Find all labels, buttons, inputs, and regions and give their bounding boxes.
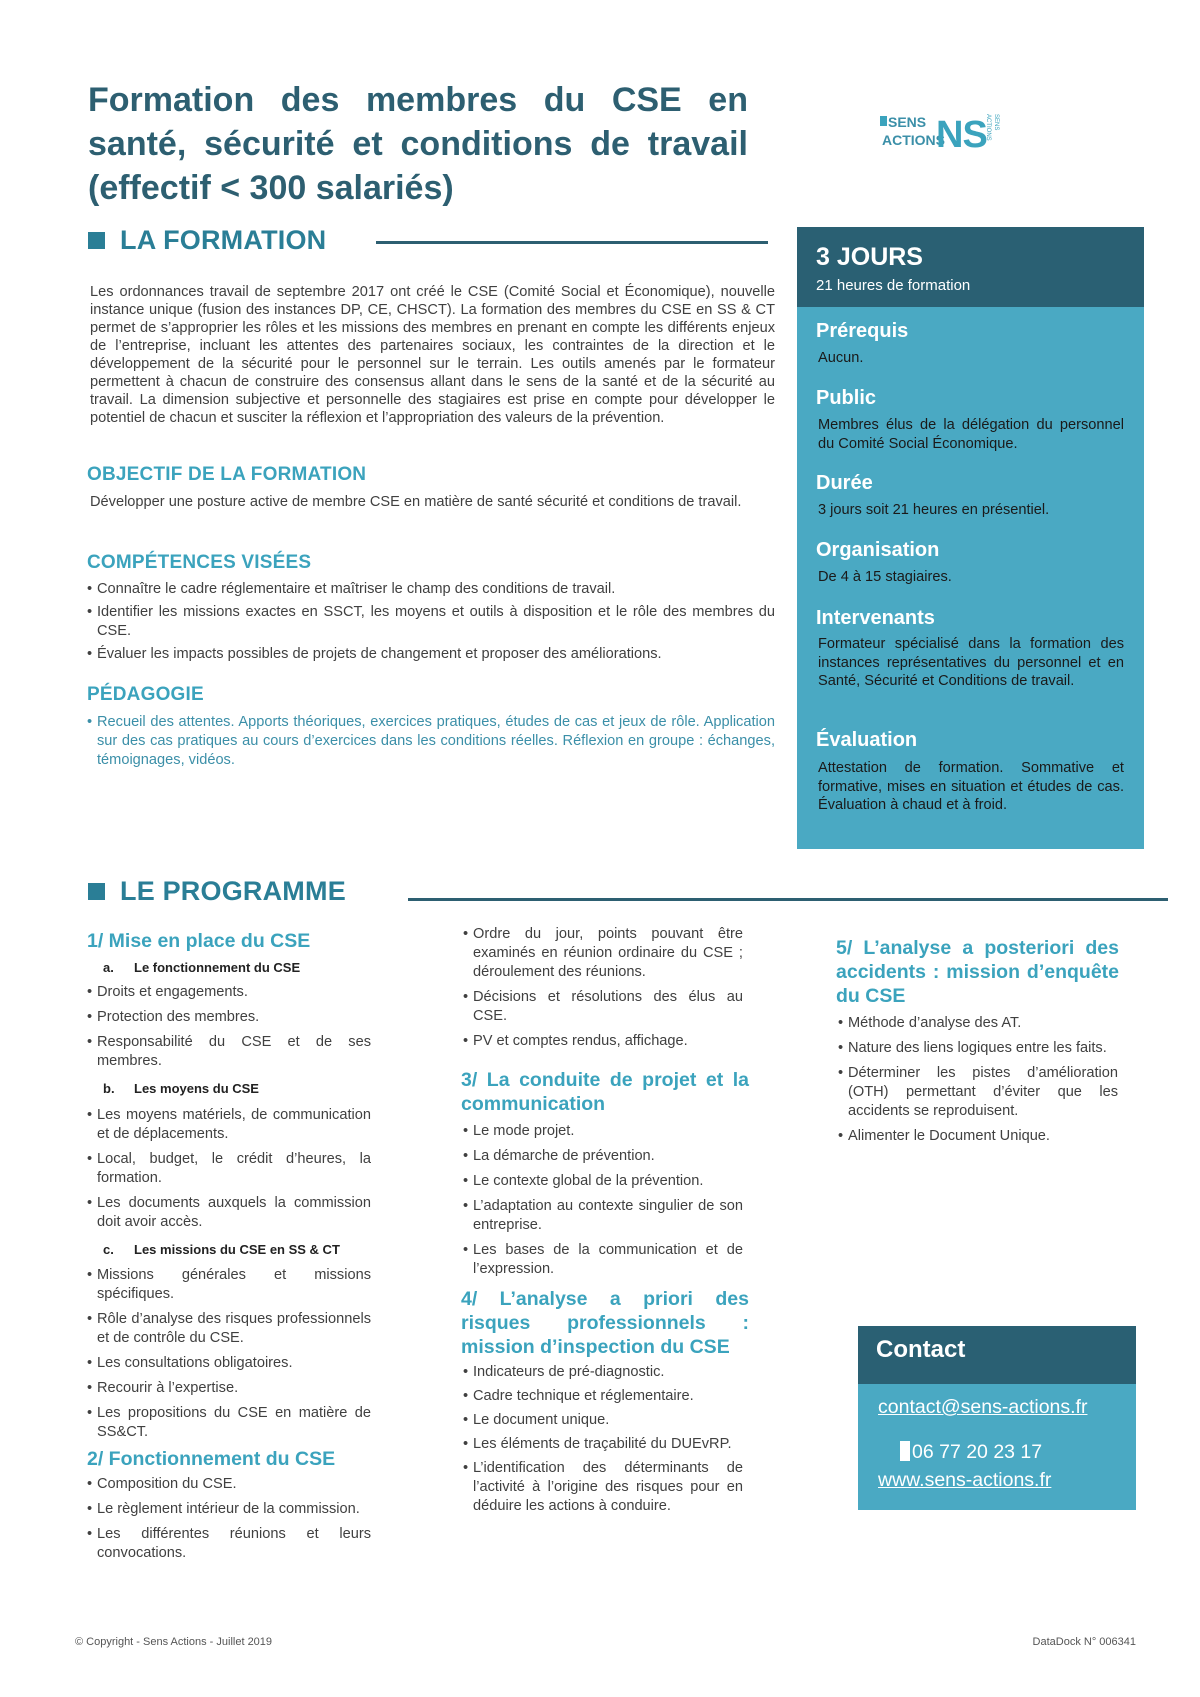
s1a-title: Le fonctionnement du CSE	[134, 960, 301, 975]
programme-s2-title: 2/ Fonctionnement du CSE	[87, 1448, 336, 1470]
organisation-text: De 4 à 15 stagiaires.	[818, 569, 952, 585]
section-rule	[376, 241, 768, 244]
contact-website-link[interactable]: www.sens-actions.fr	[878, 1469, 1052, 1491]
list-item: • L’identification des déterminants de l’activité à l’origine des risques pour en déduire les actions à conduire.	[463, 1459, 743, 1516]
info-sidebar	[797, 227, 1144, 849]
section-square-icon	[88, 883, 105, 900]
section-title-formation: LA FORMATION	[120, 225, 327, 255]
section-formation	[88, 225, 326, 256]
objectif-heading: OBJECTIF DE LA FORMATION	[87, 464, 367, 485]
section-square-icon	[88, 232, 105, 249]
footer-datadock: DataDock N° 006341	[1032, 1636, 1136, 1648]
s5-list	[838, 1014, 1118, 1146]
s1a-letter: a.	[103, 960, 114, 975]
s2-list	[87, 1475, 371, 1563]
s3-list	[463, 1122, 743, 1279]
section-title-programme: LE PROGRAMME	[120, 876, 346, 906]
s1c-title: Les missions du CSE en SS & CT	[134, 1242, 340, 1257]
formation-intro: Les ordonnances travail de septembre 2017 ont créé le CSE (Comité Social et Économique), nouvelle instance unique (fusion des instances DP, CE, CHSCT). La formation des membres du CSE en SS & CT permet de s’approprier les rôles et les missions des membres en prenant en compte les différents enjeux de l’entreprise, incluant les attentes des partenaires sociaux, les contraintes de la direction et le développement de la sécurité pour le personnel sur le terrain. Les outils amenés par le formateur permettent à chacun de construire des consensus allant dans le sens de la santé et de la sécurité au travail. La dimension subjective et personnelle des stagiaires est prise en compte pour développer le potentiel de chacun et susciter la réflexion et l’appropriation des valeurs de la prévention.	[90, 284, 775, 426]
page-title: Formation des membres du CSE en santé, sécurité et conditions de travail (effectif < 300 salariés)	[88, 81, 748, 207]
list-item: • Les éléments de traçabilité du DUEvRP.	[463, 1435, 743, 1454]
list-item: • Le règlement intérieur de la commission.	[87, 1500, 371, 1519]
contact-header	[858, 1326, 1136, 1384]
list-item: • Les moyens matériels, de communication et de déplacements.	[87, 1106, 371, 1144]
public-text: Membres élus de la délégation du personnel du Comité Social Économique.	[818, 417, 1124, 452]
objectif-text: Développer une posture active de membre CSE en matière de santé sécurité et conditions de travail.	[90, 494, 742, 510]
programme-s4-title: 4/ L’analyse a priori des risques professionnels : mission d’inspection du CSE	[461, 1288, 749, 1358]
list-item: • Local, budget, le crédit d’heures, la formation.	[87, 1150, 371, 1188]
programme-s5-title: 5/ L’analyse a posteriori des accidents : mission d’enquête du CSE	[836, 937, 1119, 1007]
list-item: • Ordre du jour, points pouvant être examinés en réunion ordinaire du CSE ; déroulement des réunions.	[463, 925, 743, 982]
list-item: • Recourir à l’expertise.	[87, 1379, 371, 1398]
public-label: Public	[816, 387, 877, 409]
list-item: • Cadre technique et réglementaire.	[463, 1387, 743, 1406]
s1c-list	[87, 1266, 371, 1442]
logo-line1: SENS	[888, 114, 927, 130]
list-item: • Nature des liens logiques entre les faits.	[838, 1039, 1118, 1058]
s1b-heading	[103, 1081, 259, 1096]
contact-email-link[interactable]: contact@sens-actions.fr	[878, 1396, 1088, 1418]
competences-list	[87, 580, 775, 664]
evaluation-label: Évaluation	[816, 729, 918, 751]
programme-s1-title: 1/ Mise en place du CSE	[87, 930, 311, 952]
section-programme	[88, 876, 346, 907]
s1b-list	[87, 1106, 371, 1232]
prerequis-text: Aucun.	[818, 350, 864, 366]
list-item: • Les bases de la communication et de l’expression.	[463, 1241, 743, 1279]
section-rule	[408, 898, 1168, 901]
list-item: • Rôle d’analyse des risques professionnels et de contrôle du CSE.	[87, 1310, 371, 1348]
contact-phone	[878, 1441, 1042, 1464]
logo-big: NS	[936, 114, 987, 156]
prerequis-label: Prérequis	[816, 320, 909, 342]
sidebar-duration-box	[797, 227, 1144, 307]
list-item: • Les consultations obligatoires.	[87, 1354, 371, 1373]
list-item: • L’adaptation au contexte singulier de son entreprise.	[463, 1197, 743, 1235]
logo	[880, 112, 1010, 158]
intervenants-label: Intervenants	[816, 607, 935, 629]
list-item: • Composition du CSE.	[87, 1475, 371, 1494]
sidebar-days: 3 JOURS	[816, 243, 923, 271]
phone-icon	[900, 1441, 910, 1461]
pedagogie-heading: PÉDAGOGIE	[87, 684, 204, 705]
list-item: • Responsabilité du CSE et de ses membres.	[87, 1033, 371, 1071]
list-item: • La démarche de prévention.	[463, 1147, 743, 1166]
list-item: • Protection des membres.	[87, 1008, 371, 1027]
footer-copyright: © Copyright - Sens Actions - Juillet 2019	[75, 1636, 273, 1648]
s1a-heading	[103, 960, 300, 975]
list-item: • Alimenter le Document Unique.	[838, 1127, 1118, 1146]
s1b-title: Les moyens du CSE	[134, 1081, 259, 1096]
list-item: • Droits et engagements.	[87, 983, 371, 1002]
logo-tagline: SENS ACTIONS	[985, 114, 999, 141]
duree-label: Durée	[816, 472, 873, 494]
list-item: • Recueil des attentes. Apports théoriques, exercices pratiques, études de cas et jeux de rôle. Application sur des cas pratiques au cours d’exercices dans les conditions réelles. Réflexion en groupe : échanges, témoignages, vidéos.	[87, 713, 775, 770]
list-item: • PV et comptes rendus, affichage.	[463, 1032, 743, 1051]
s2-cont-list	[463, 925, 743, 1051]
evaluation-text: Attestation de formation. Sommative et formative, mises en situation et études de cas. Évaluation à chaud et à froid.	[818, 760, 1124, 813]
list-item: • Décisions et résolutions des élus au CSE.	[463, 988, 743, 1026]
list-item: • Le document unique.	[463, 1411, 743, 1430]
logo-line2: ACTIONS	[882, 132, 945, 148]
list-item: • Indicateurs de pré-diagnostic.	[463, 1363, 743, 1382]
list-item: • Les documents auxquels la commission doit avoir accès.	[87, 1194, 371, 1232]
duree-text: 3 jours soit 21 heures en présentiel.	[818, 502, 1050, 518]
list-item: • Évaluer les impacts possibles de projets de changement et proposer des améliorations.	[87, 645, 775, 664]
list-item: • Connaître le cadre réglementaire et maîtriser le champ des conditions de travail.	[87, 580, 775, 599]
contact-box	[858, 1326, 1136, 1510]
sidebar-hours: 21 heures de formation	[816, 277, 971, 294]
s1c-heading	[103, 1242, 340, 1257]
pedagogie-list	[87, 713, 775, 770]
organisation-label: Organisation	[816, 539, 940, 561]
s1a-list	[87, 983, 371, 1071]
list-item: • Les différentes réunions et leurs convocations.	[87, 1525, 371, 1563]
logo-mark-icon	[880, 116, 887, 126]
list-item: • Déterminer les pistes d’amélioration (OTH) permettant d’éviter que les accidents se reproduisent.	[838, 1064, 1118, 1121]
s1c-letter: c.	[103, 1242, 114, 1257]
list-item: • Les propositions du CSE en matière de SS&CT.	[87, 1404, 371, 1442]
s4-list	[463, 1363, 743, 1516]
list-item: • Missions générales et missions spécifiques.	[87, 1266, 371, 1304]
intervenants-text: Formateur spécialisé dans la formation des instances représentatives du personnel et en Santé, Sécurité et Conditions de travail.	[818, 636, 1124, 689]
contact-title: Contact	[876, 1336, 966, 1363]
list-item: • Identifier les missions exactes en SSCT, les moyens et outils à disposition et le rôle des membres du CSE.	[87, 603, 775, 641]
programme-s3-title: 3/ La conduite de projet et la communication	[461, 1069, 749, 1115]
contact-phone-number: 06 77 20 23 17	[912, 1441, 1043, 1463]
list-item: • Le mode projet.	[463, 1122, 743, 1141]
competences-heading: COMPÉTENCES VISÉES	[87, 552, 312, 573]
list-item: • Le contexte global de la prévention.	[463, 1172, 743, 1191]
list-item: • Méthode d’analyse des AT.	[838, 1014, 1118, 1033]
s1b-letter: b.	[103, 1081, 115, 1096]
